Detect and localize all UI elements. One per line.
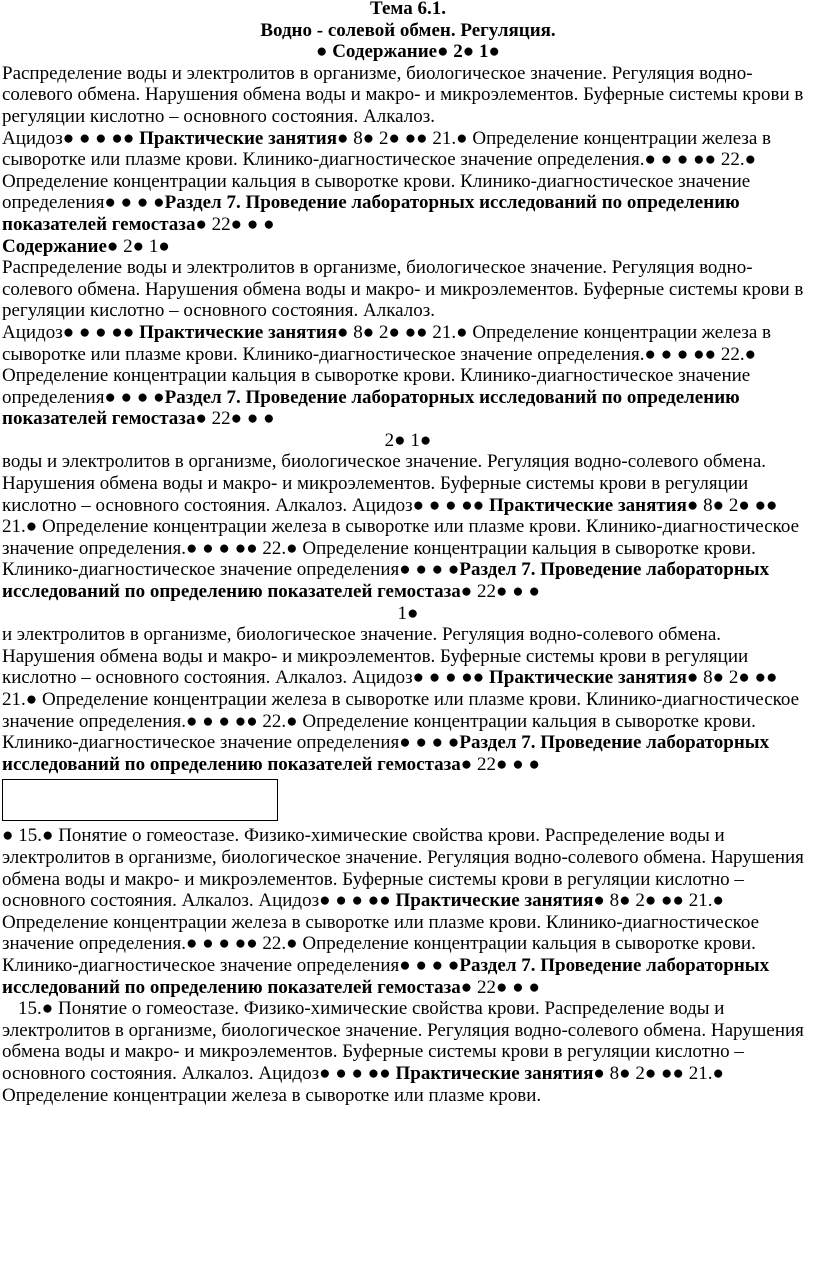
practical-items: ● 8● 2● ●● 21.● Определение концентрации железа в сыворотке или плазме крови. Клинико-диагностическое значение определения.● ● ● ●● 22.● Определение концентрации кальция в сыворотке крови. Клинико-диагностическое значение определения● ● ● ● <box>2 667 800 754</box>
contents-label: Содержание <box>2 235 107 257</box>
section-tail: ● 22● ● ● <box>195 213 275 235</box>
center-numbers: 1● <box>397 602 419 624</box>
body-text: Распределение воды и электролитов в организме, биологическое значение. Регуляция водно-солевого обмена. Нарушения обмена воды и макро- и микроэлементов. Буферные системы крови в регуляции кислотно – основного состояния. Алкалоз. <box>2 257 804 322</box>
body-text: 15.● Понятие о гомеостазе. Физико-химические свойства крови. Распределение воды и электролитов в организме, биологическое значение. Регуляция водно-солевого обмена. Нарушения обмена воды и макро- и микроэлементов. Буферные системы крови в регуляции кислотно – основного состояния. Алкалоз. Ацидоз● ● ● ●● <box>2 998 804 1084</box>
paragraph-block-2 <box>2 236 814 430</box>
center-numbers: 2● 1● <box>384 429 432 451</box>
practical-label: Практические занятия <box>395 890 594 912</box>
section-tail: ● 22● ● ● <box>460 976 540 998</box>
paragraph-block-5 <box>2 825 814 998</box>
practical-items: ● 8● 2● ●● 21.● Определение концентрации железа в сыворотке или плазме крови. Клинико-диагностическое значение определения.● ● ● ●● 22.● Определение концентрации кальция в сыворотке крови. Клинико-диагностическое значение определения● ● ● ● <box>2 890 760 976</box>
empty-table-cell <box>2 779 278 821</box>
section-heading: Раздел 7. Проведение лабораторных исследований по определению показателей гемостаза <box>2 954 770 998</box>
section-heading: Раздел 7. Проведение лабораторных исследований по определению показателей гемостаза <box>2 386 740 430</box>
practical-label: Практические занятия <box>489 494 687 516</box>
section-heading: Раздел 7. Проведение лабораторных исследований по определению показателей гемостаза <box>2 559 770 603</box>
paragraph-block-4 <box>2 624 814 775</box>
acidosis-text: Ацидоз● ● ● ●● <box>2 127 140 149</box>
topic-title: Тема 6.1. <box>370 0 446 19</box>
body-text: воды и электролитов в организме, биологическое значение. Регуляция водно-солевого обмена. Нарушения обмена воды и макро- и микроэлементов. Буферные системы крови в регуляции кислотно – основного состояния. Алкалоз. Ацидоз● ● ● ●● <box>2 451 766 516</box>
body-text: Распределение воды и электролитов в организме, биологическое значение. Регуляция водно-солевого обмена. Нарушения обмена воды и макро- и микроэлементов. Буферные системы крови в регуляции кислотно – основного состояния. Алкалоз. <box>2 62 804 127</box>
practical-items: ● 8● 2● ●● 21.● Определение концентрации железа в сыворотке или плазме крови. Клинико-диагностическое значение определения.● ● ● ●● 22.● Определение концентрации кальция в сыворотке крови. Клинико-диагностическое значение определения● ● ● ● <box>2 321 772 408</box>
document-page <box>2 0 814 1106</box>
practical-label: Практические занятия <box>139 321 338 343</box>
body-text: ● 15.● Понятие о гомеостазе. Физико-химические свойства крови. Распределение воды и электролитов в организме, биологическое значение. Регуляция водно-солевого обмена. Нарушения обмена воды и макро- и микроэлементов. Буферные системы крови в регуляции кислотно – основного состояния. Алкалоз. Ацидоз● ● ● ●● <box>2 825 804 912</box>
section-heading: Раздел 7. Проведение лабораторных исследований по определению показателей гемостаза <box>2 732 770 775</box>
paragraph-block-1 <box>2 63 814 236</box>
acidosis-text: Ацидоз● ● ● ●● <box>2 321 140 343</box>
practical-items: ● 8● 2● ●● 21.● Определение концентрации железа в сыворотке или плазме крови. Клинико-диагностическое значение определения.● ● ● ●● 22.● Определение концентрации кальция в сыворотке крови. Клинико-диагностическое значение определения● ● ● ● <box>2 127 772 214</box>
section-tail: ● 22● ● ● <box>195 408 275 430</box>
contents-tail: ● 2● 1● <box>106 235 170 257</box>
practical-items: ● 8● 2● ●● 21.● Определение концентрации железа в сыворотке или плазме крови. <box>2 1062 724 1106</box>
contents-line: ● Содержание● 2● 1● <box>315 41 501 63</box>
section-heading: Раздел 7. Проведение лабораторных исследований по определению показателей гемостаза <box>2 192 740 235</box>
paragraph-block-6 <box>2 998 814 1106</box>
section-tail: ● 22● ● ● <box>460 753 540 775</box>
paragraph-block-3 <box>2 451 814 602</box>
practical-label: Практические занятия <box>395 1062 594 1084</box>
body-text: и электролитов в организме, биологическое значение. Регуляция водно-солевого обмена. Нарушения обмена воды и макро- и микроэлементов. Буферные системы крови в регуляции кислотно – основного состояния. Алкалоз. Ацидоз● ● ● ●● <box>2 624 749 689</box>
subject-title: Водно - солевой обмен. Регуляция. <box>260 19 556 41</box>
practical-label: Практические занятия <box>139 127 338 149</box>
section-tail: ● 22● ● ● <box>460 581 540 603</box>
practical-label: Практические занятия <box>489 667 687 689</box>
practical-items: ● 8● 2● ●● 21.● Определение концентрации железа в сыворотке или плазме крови. Клинико-диагностическое значение определения.● ● ● ●● 22.● Определение концентрации кальция в сыворотке крови. Клинико-диагностическое значение определения● ● ● ● <box>2 494 800 581</box>
